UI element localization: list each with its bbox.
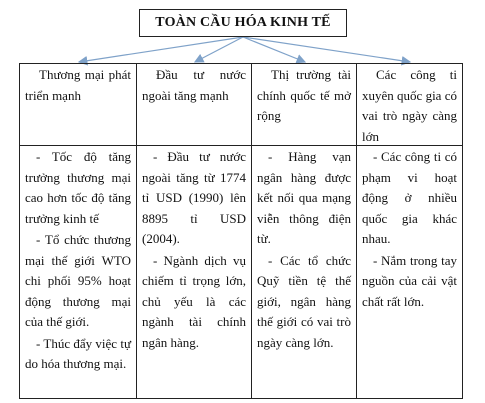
arrow-to-finance: [243, 37, 305, 62]
finance-item-1: - Hàng vạn ngân hàng được kết nối qua mạng viễn thông điện từ.: [257, 149, 351, 246]
corporations-item-2: - Nắm trong tay nguồn của cải vật chất rất lớn.: [362, 252, 457, 309]
investment-item-1: - Đầu tư nước ngoài tăng từ 1774 tỉ USD (1990) lên 8895 tỉ USD (2004).: [142, 149, 246, 246]
concept-table: [19, 63, 463, 399]
header-cell-corporations: [356, 63, 463, 146]
header-text-finance: Thị trường tài chính quốc tế mở rộng: [257, 67, 351, 123]
header-text-corporations: Các công ti xuyên quốc gia có vai trò ngày càng lớn: [362, 67, 457, 144]
body-cell-finance: [251, 145, 357, 399]
body-cell-trade: [19, 145, 137, 399]
body-cell-corporations: [356, 145, 463, 399]
diagram-title: TOÀN CẦU HÓA KINH TẾ: [139, 9, 347, 37]
investment-item-2: - Ngành dịch vụ chiếm tỉ trọng lớn, chủ yếu là các ngành tài chính ngân hàng.: [142, 252, 246, 350]
trade-item-1: - Tốc độ tăng trưởng thương mại cao hơn tốc độ tăng trưởng kinh tế: [25, 149, 131, 226]
header-cell-finance: [251, 63, 357, 146]
arrow-to-corporations: [243, 37, 410, 62]
trade-item-3: - Thúc đẩy việc tự do hóa thương mại.: [25, 335, 131, 371]
finance-item-2: - Các tổ chức Quỹ tiền tệ thế giới, ngân hàng thế giới có vai trò ngày càng lớn.: [257, 252, 351, 350]
header-text-investment: Đầu tư nước ngoài tăng mạnh: [142, 67, 246, 103]
header-text-trade: Thương mại phát triển mạnh: [25, 67, 131, 103]
header-cell-trade: [19, 63, 137, 146]
body-cell-investment: [136, 145, 252, 399]
header-cell-investment: [136, 63, 252, 146]
trade-item-2: - Tổ chức thương mại thế giới WTO chi phối 95% hoạt động thương mại của thế giới.: [25, 232, 131, 329]
corporations-item-1: - Các công ti có phạm vi hoạt động ở nhiều quốc gia khác nhau.: [362, 149, 457, 246]
